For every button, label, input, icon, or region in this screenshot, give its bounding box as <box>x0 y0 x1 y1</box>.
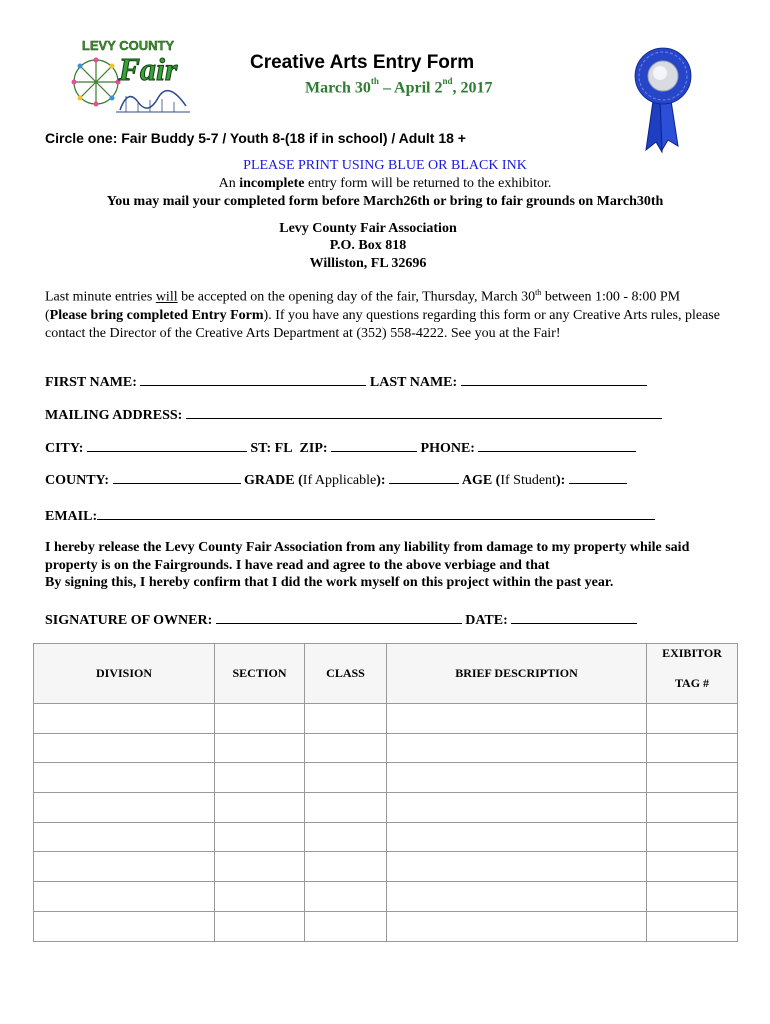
para-part-3: between 1:00 - 8:00 PM ( <box>45 289 681 323</box>
para-bold: Please bring completed Entry Form <box>49 307 264 323</box>
date-start-sup: th <box>370 76 379 86</box>
grade-label-text: GRADE ( <box>244 473 303 488</box>
instructions-paragraph <box>45 284 725 343</box>
section-cell[interactable] <box>215 704 305 734</box>
description-cell[interactable] <box>387 704 647 734</box>
age-note: If Student <box>500 473 556 488</box>
tag-cell[interactable] <box>647 911 738 941</box>
date-field[interactable] <box>511 610 637 624</box>
levy-county-fair-logo <box>66 36 190 116</box>
division-cell[interactable] <box>34 822 215 852</box>
date-start: March 30 <box>305 79 371 97</box>
description-cell[interactable] <box>387 733 647 763</box>
tag-cell[interactable] <box>647 822 738 852</box>
section-cell[interactable] <box>215 852 305 882</box>
division-cell[interactable] <box>34 911 215 941</box>
table-header-row <box>34 644 738 704</box>
division-cell[interactable] <box>34 852 215 882</box>
class-cell[interactable] <box>305 763 387 793</box>
date-end-sup: nd <box>442 76 453 86</box>
mailing-address-label: MAILING ADDRESS: <box>45 408 183 423</box>
division-header: DIVISION <box>34 644 215 704</box>
signature-row <box>45 610 637 629</box>
age-label <box>462 473 565 488</box>
phone-label: PHONE: <box>420 441 475 456</box>
age-category-selector: Circle one: Fair Buddy 5-7 / Youth 8-(18 if in school) / Adult 18 + <box>45 130 466 146</box>
para-sup: th <box>535 288 542 297</box>
description-cell[interactable] <box>387 852 647 882</box>
tag-cell[interactable] <box>647 882 738 912</box>
para-part-4: ). If you have any questions regarding this form or any Creative Arts rules, please contact the Director of the Creative Arts Department at (352) 558-4222. See you at the Fair! <box>45 307 720 341</box>
table-row <box>34 733 738 763</box>
para-part-1: Last minute entries <box>45 289 156 305</box>
grade-field[interactable] <box>389 470 459 484</box>
tag-header <box>647 644 738 704</box>
tag-cell[interactable] <box>647 733 738 763</box>
tag-cell[interactable] <box>647 793 738 823</box>
address-line-2: P.O. Box 818 <box>329 238 407 253</box>
description-cell[interactable] <box>387 911 647 941</box>
section-cell[interactable] <box>215 822 305 852</box>
class-cell[interactable] <box>305 911 387 941</box>
mailing-address-row <box>45 405 662 424</box>
description-header: BRIEF DESCRIPTION <box>387 644 647 704</box>
release-line-2: By signing this, I hereby confirm that I did the work myself on this project within the past year. <box>45 575 614 590</box>
signature-label: SIGNATURE OF OWNER: <box>45 613 213 628</box>
fair-dates <box>305 78 493 97</box>
incomplete-notice <box>0 176 770 192</box>
address-line-3: Williston, FL 32696 <box>309 256 427 271</box>
city-label: CITY: <box>45 441 84 456</box>
name-row <box>45 372 647 391</box>
class-cell[interactable] <box>305 733 387 763</box>
release-line-1: I hereby release the Levy County Fair Association from any liability from damage to my property while said property is on the Fairgrounds. I have read and agree to the above verbiage and that <box>45 540 690 573</box>
last-name-label: LAST NAME: <box>369 375 458 390</box>
date-label: DATE: <box>465 613 508 628</box>
class-cell[interactable] <box>305 793 387 823</box>
table-row <box>34 882 738 912</box>
table-row <box>34 704 738 734</box>
city-field[interactable] <box>87 438 247 452</box>
incomplete-post: entry form will be returned to the exhibitor. <box>304 176 552 191</box>
zip-label: ZIP: <box>299 441 328 456</box>
tag-header-top: EXIBITOR <box>662 646 722 660</box>
county-row <box>45 470 627 489</box>
description-cell[interactable] <box>387 822 647 852</box>
grade-label <box>244 473 386 488</box>
para-part-2: be accepted on the opening day of the fair, Thursday, March 30 <box>177 289 536 305</box>
para-will: will <box>155 289 178 305</box>
incomplete-bold: incomplete <box>239 176 305 191</box>
grade-close: ): <box>376 473 386 488</box>
state-label: ST: <box>250 441 272 456</box>
entry-table <box>33 643 738 942</box>
release-statement <box>45 539 735 592</box>
grade-note: If Applicable <box>302 473 377 488</box>
description-cell[interactable] <box>387 882 647 912</box>
section-header: SECTION <box>215 644 305 704</box>
incomplete-pre: An <box>218 176 240 191</box>
last-name-field[interactable] <box>461 372 647 386</box>
class-cell[interactable] <box>305 852 387 882</box>
table-row <box>34 852 738 882</box>
date-year: , 2017 <box>452 79 493 97</box>
blue-ribbon-icon <box>632 46 694 156</box>
county-field[interactable] <box>113 470 241 484</box>
section-cell[interactable] <box>215 763 305 793</box>
tag-cell[interactable] <box>647 704 738 734</box>
section-cell[interactable] <box>215 733 305 763</box>
tag-cell[interactable] <box>647 852 738 882</box>
table-row <box>34 763 738 793</box>
section-cell[interactable] <box>215 882 305 912</box>
ink-notice: PLEASE PRINT USING BLUE OR BLACK INK <box>243 158 527 173</box>
section-cell[interactable] <box>215 911 305 941</box>
state-value: FL <box>274 441 293 456</box>
tag-cell[interactable] <box>647 763 738 793</box>
entry-table-body <box>34 704 738 942</box>
city-row <box>45 438 636 457</box>
date-dash: – April 2 <box>378 79 443 97</box>
description-cell[interactable] <box>387 763 647 793</box>
form-title: Creative Arts Entry Form <box>250 52 475 73</box>
division-cell[interactable] <box>34 793 215 823</box>
logo-top-text: LEVY COUNTY <box>81 38 175 53</box>
email-field[interactable] <box>97 506 655 520</box>
address-line-1: Levy County Fair Association <box>279 221 457 236</box>
division-cell[interactable] <box>34 882 215 912</box>
phone-field[interactable] <box>478 438 636 452</box>
email-row <box>45 506 655 525</box>
zip-field[interactable] <box>331 438 417 452</box>
division-cell[interactable] <box>34 763 215 793</box>
age-label-text: AGE ( <box>461 473 501 488</box>
signature-field[interactable] <box>216 610 462 624</box>
mail-notice: You may mail your completed form before March26th or bring to fair grounds on March30th <box>106 194 664 209</box>
table-row <box>34 793 738 823</box>
first-name-field[interactable] <box>140 372 366 386</box>
description-cell[interactable] <box>387 793 647 823</box>
division-cell[interactable] <box>34 704 215 734</box>
first-name-label: FIRST NAME: <box>45 375 137 390</box>
class-cell[interactable] <box>305 704 387 734</box>
class-cell[interactable] <box>305 882 387 912</box>
county-label: COUNTY: <box>45 473 110 488</box>
division-cell[interactable] <box>34 733 215 763</box>
table-row <box>34 822 738 852</box>
class-header: CLASS <box>305 644 387 704</box>
table-row <box>34 911 738 941</box>
tag-header-bottom: TAG # <box>674 676 710 690</box>
logo-fair-text: Fair <box>118 51 178 87</box>
section-cell[interactable] <box>215 793 305 823</box>
age-close: ): <box>555 473 566 488</box>
class-cell[interactable] <box>305 822 387 852</box>
mailing-address-field[interactable] <box>186 405 662 419</box>
age-field[interactable] <box>569 470 627 484</box>
email-label: EMAIL: <box>45 509 98 524</box>
